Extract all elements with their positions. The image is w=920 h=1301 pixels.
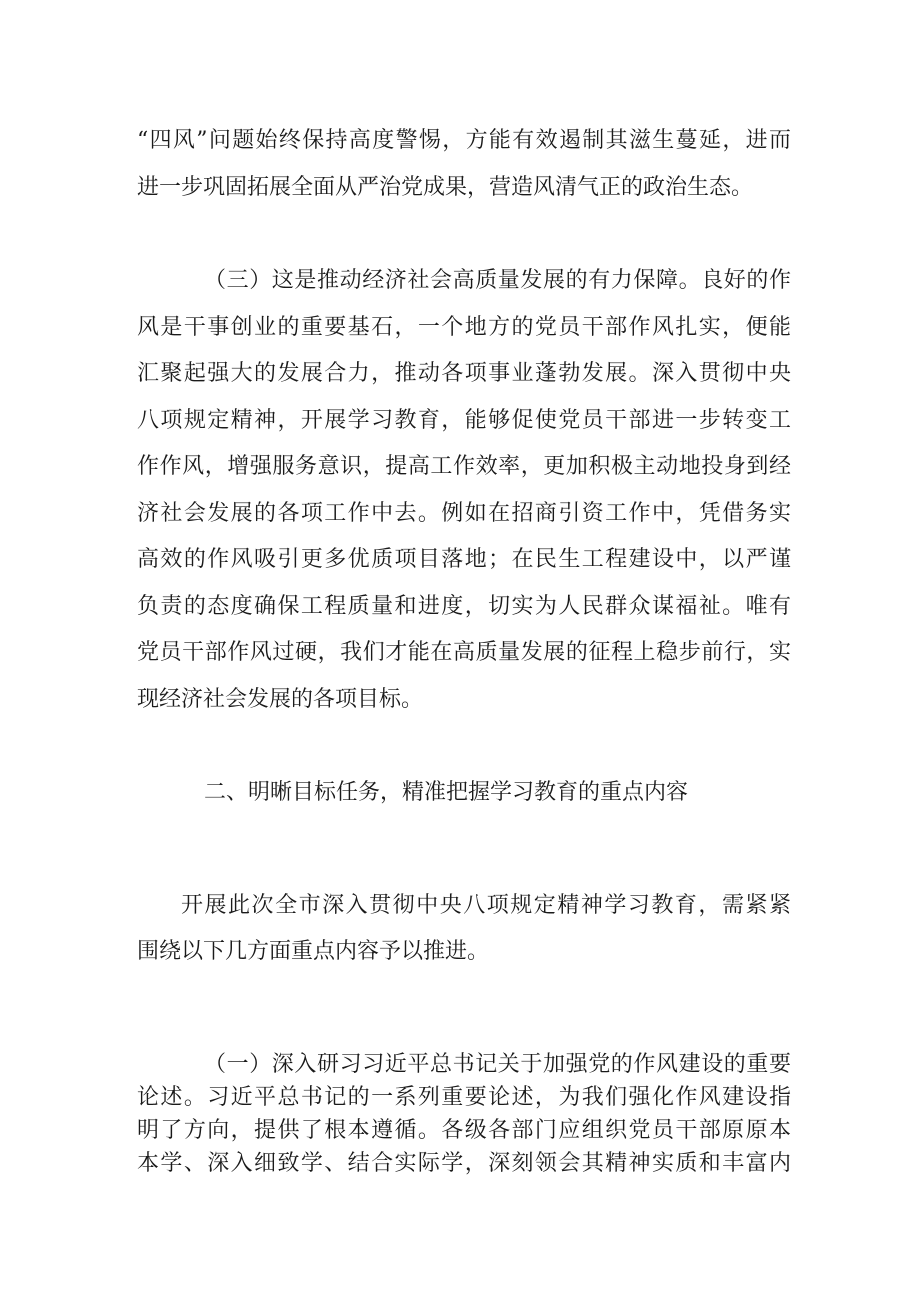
paragraph-line: 风是干事创业的重要基石，一个地方的党员干部作风扎实，便能 [137,315,791,340]
paragraph-line: 论述。习近平总书记的一系列重要论述，为我们强化作风建设指 [137,1085,791,1110]
paragraph-line: （三）这是推动经济社会高质量发展的有力保障。良好的作 [204,268,791,293]
paragraph-line: 作作风，增强服务意识，提高工作效率，更加积极主动地投身到经 [137,454,791,479]
paragraph-line: 汇聚起强大的发展合力，推动各项事业蓬勃发展。深入贯彻中央 [137,361,791,386]
paragraph-line: 八项规定精神，开展学习教育，能够促使党员干部进一步转变工 [137,408,791,433]
paragraph-line: 进一步巩固拓展全面从严治党成果，营造风清气正的政治生态。 [137,175,754,200]
paragraph-line: 开展此次全市深入贯彻中央八项规定精神学习教育，需紧紧 [181,893,791,918]
paragraph-line: 明了方向，提供了根本遵循。各级各部门应组织党员干部原原本 [137,1118,791,1143]
paragraph-line: “四风”问题始终保持高度警惕，方能有效遏制其滋生蔓延，进而 [137,128,791,153]
section-heading: 二、明晰目标任务，精准把握学习教育的重点内容 [204,780,689,805]
paragraph-line: 负责的态度确保工程质量和进度，切实为人民群众谋福祉。唯有 [137,594,791,619]
paragraph-line: 现经济社会发展的各项目标。 [137,687,424,712]
paragraph-line: （一）深入研习习近平总书记关于加强党的作风建设的重要 [204,1052,791,1077]
paragraph-line: 济社会发展的各项工作中去。例如在招商引资工作中，凭借务实 [137,501,791,526]
paragraph-line: 本学、深入细致学、结合实际学，深刻领会其精神实质和丰富内 [137,1151,791,1176]
paragraph-line: 围绕以下几方面重点内容予以推进。 [137,939,490,964]
paragraph-line: 党员干部作风过硬，我们才能在高质量发展的征程上稳步前行，实 [137,640,791,665]
paragraph-line: 高效的作风吸引更多优质项目落地；在民生工程建设中，以严谨 [137,547,791,572]
